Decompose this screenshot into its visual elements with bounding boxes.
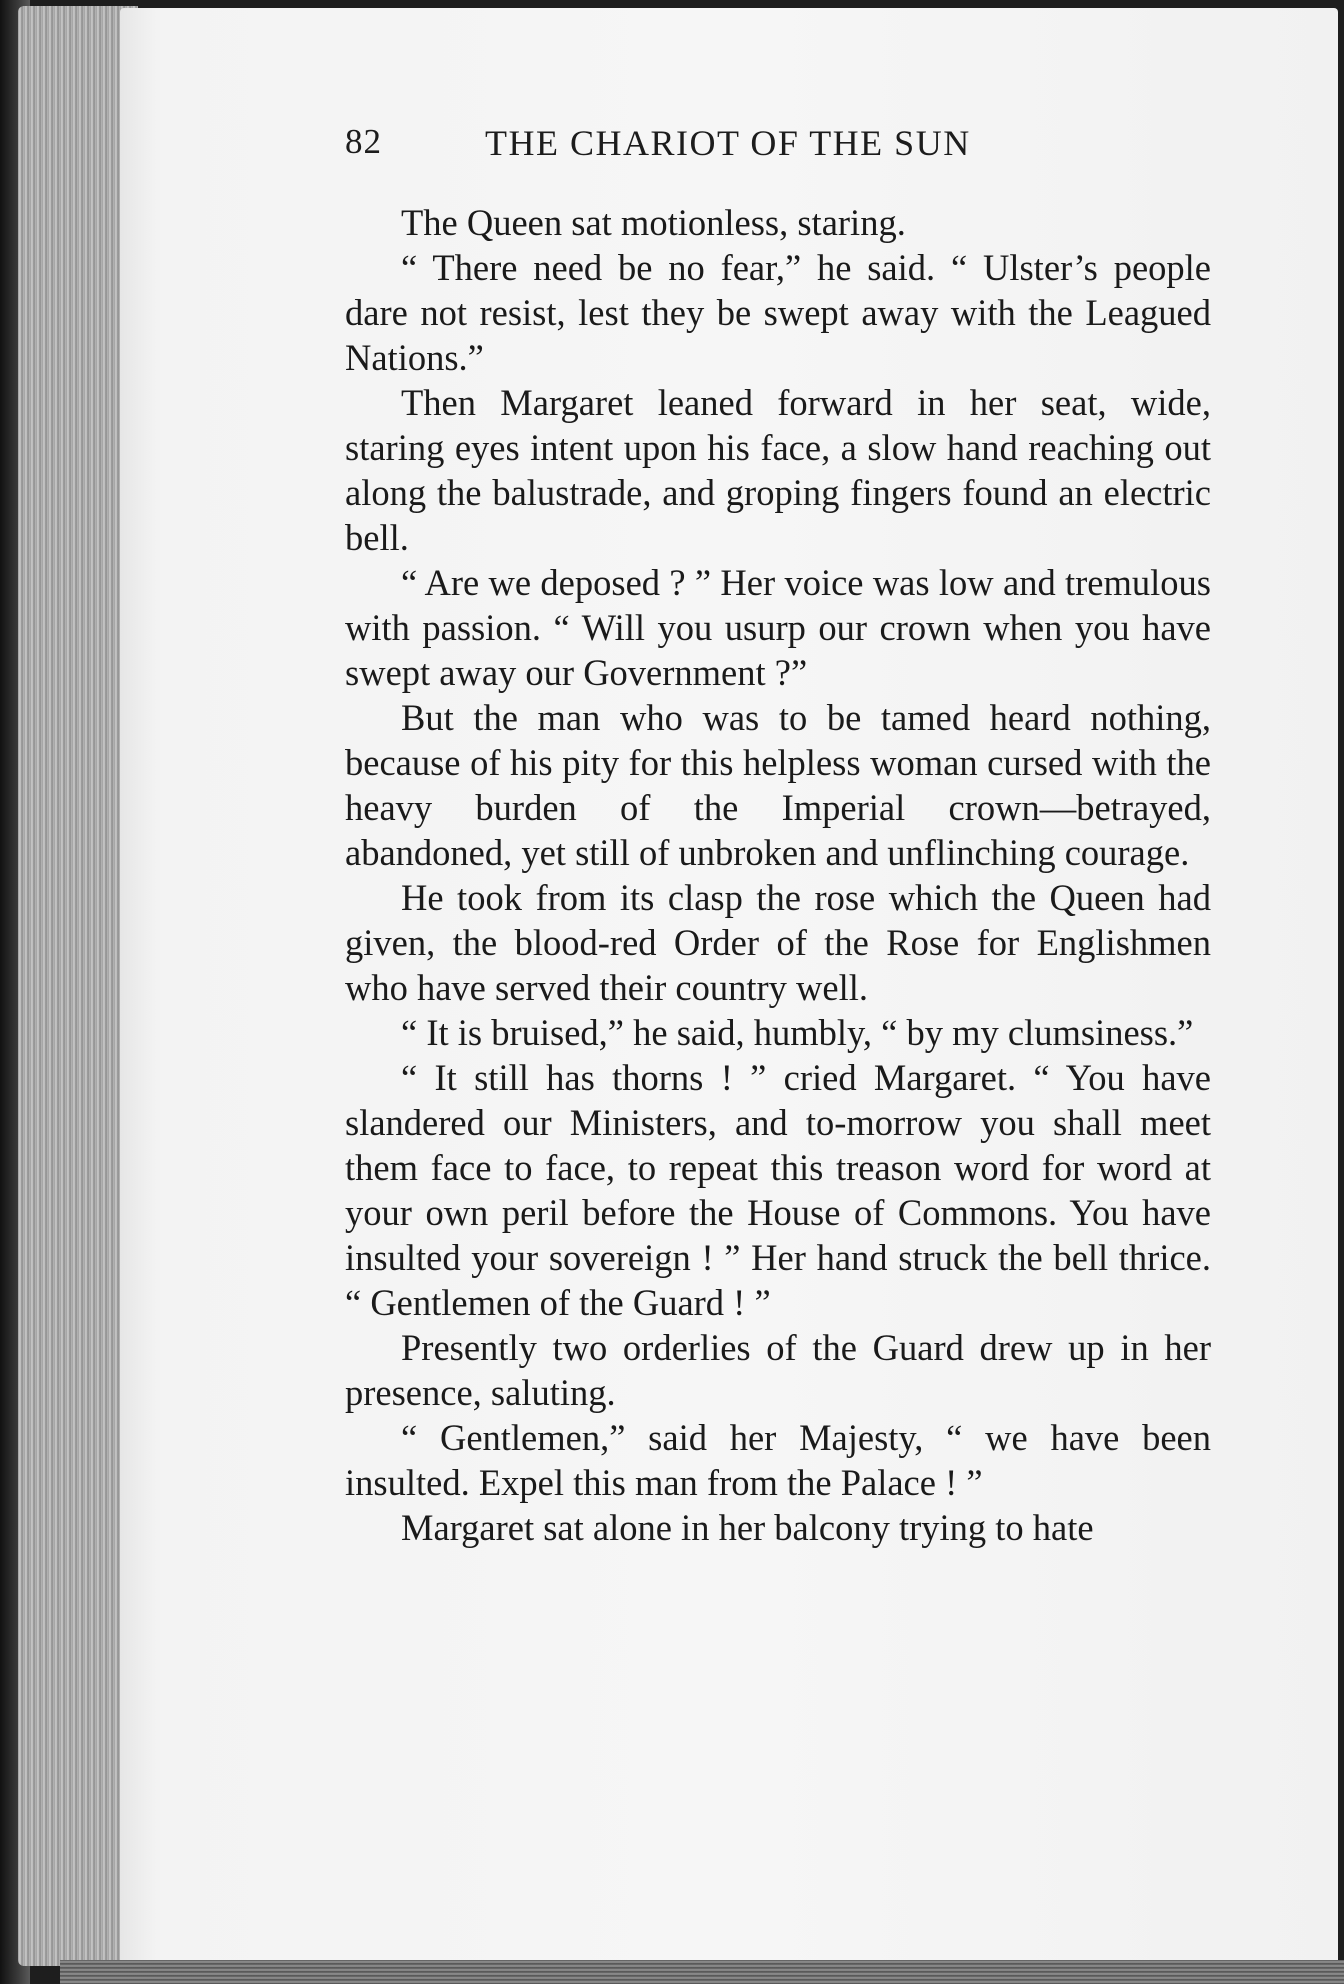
paragraph: “ Gentlemen,” said her Majesty, “ we have been insulted. Expel this man from the Palace ! ”	[345, 1417, 1211, 1503]
running-title: THE CHARIOT OF THE SUN	[485, 123, 971, 163]
paragraph: “ It still has thorns ! ” cried Margaret. “ You have slandered our Ministers, and to-morrow you shall meet them face to face, to repeat this treason word for word at your own peril before the House of Commons. You have insulted your sovereign ! ” Her hand struck the bell thrice. “ Gentlemen of the Guard ! ”	[345, 1057, 1211, 1323]
paragraph: Margaret sat alone in her balcony trying to hate	[401, 1507, 1094, 1548]
paragraph: Then Margaret leaned forward in her seat, wide, staring eyes intent upon his face, a slow hand reaching out along the balustrade, and groping fingers found an electric bell.	[345, 382, 1211, 558]
paragraph: “ Are we deposed ? ” Her voice was low and tremulous with passion. “ Will you usurp our crown when you have swept away our Government ?”	[345, 562, 1211, 693]
page-number: 82	[345, 122, 382, 161]
paragraph: The Queen sat motionless, staring.	[401, 202, 906, 243]
paragraph: “ It is bruised,” he said, humbly, “ by my clumsiness.”	[401, 1012, 1194, 1053]
page-header	[345, 122, 1065, 172]
paragraph: He took from its clasp the rose which the Queen had given, the blood-red Order of the Rose for Englishmen who have served their country well.	[345, 877, 1211, 1008]
body-text	[345, 200, 1211, 1550]
page-bottom-edge	[60, 1960, 1344, 1984]
paragraph: Presently two orderlies of the Guard drew up in her presence, saluting.	[345, 1327, 1211, 1413]
paragraph: But the man who was to be tamed heard nothing, because of his pity for this helpless woman cursed with the heavy burden of the Imperial crown—betrayed, abandoned, yet still of unbroken and unflinching courage.	[345, 697, 1211, 873]
paragraph: “ There need be no fear,” he said. “ Ulster’s people dare not resist, lest they be swept away with the Leagued Nations.”	[345, 247, 1211, 378]
